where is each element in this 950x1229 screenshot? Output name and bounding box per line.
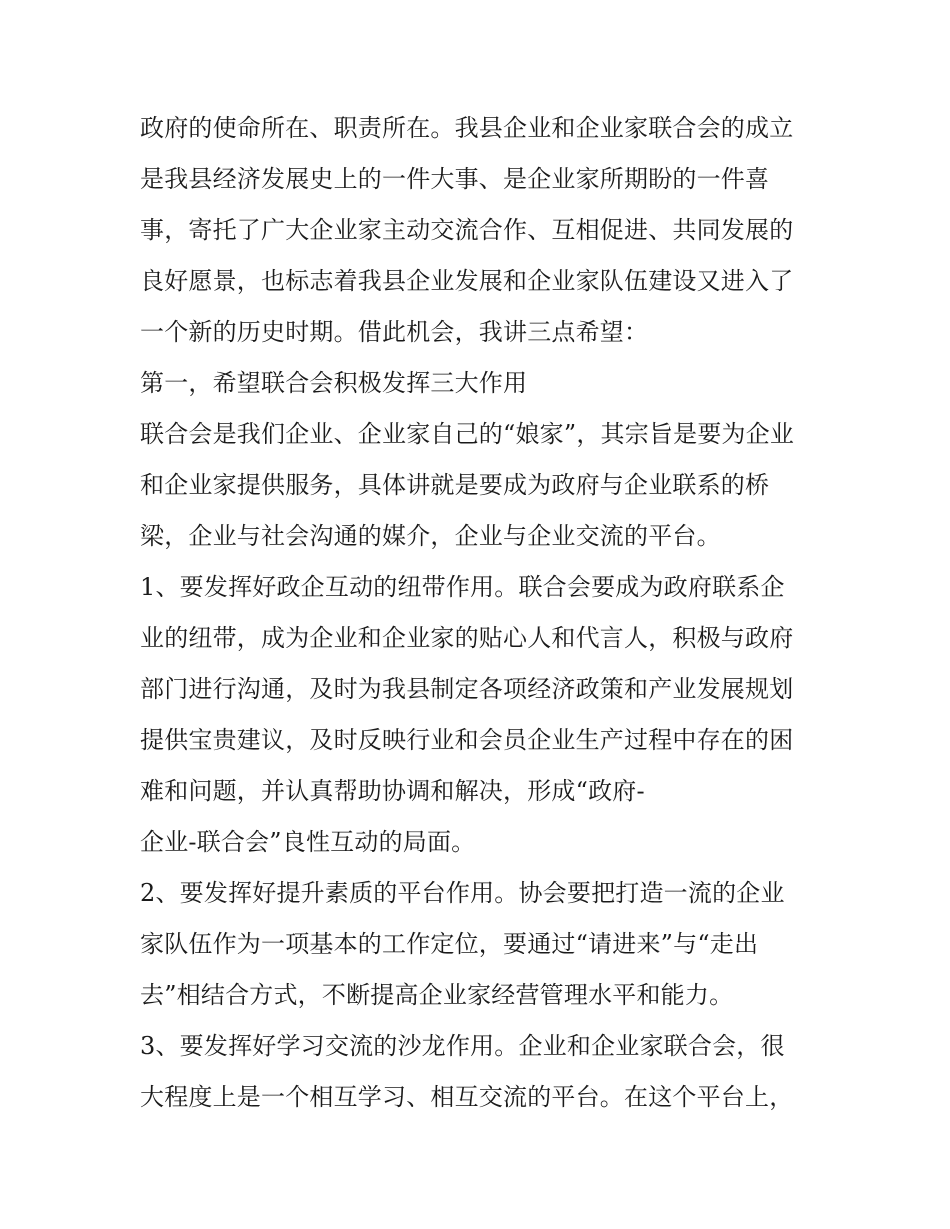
text-line: 梁，企业与社会沟通的媒介，企业与企业交流的平台。 xyxy=(140,522,721,550)
text-line: 部门进行沟通，及时为我县制定各项经济政策和产业发展规划 xyxy=(140,675,794,703)
text-line: 和企业家提供服务，具体讲就是要成为政府与企业联系的桥 xyxy=(140,471,770,499)
text-line: 家队伍作为一项基本的工作定位，要通过“请进来”与“走出 xyxy=(140,930,759,958)
text-line: 业的纽带，成为企业和企业家的贴心人和代言人，积极与政府 xyxy=(140,624,794,652)
list-item-1: 1、要发挥好政企互动的纽带作用。联合会要成为政府联系企 xyxy=(140,573,785,601)
text-line: 一个新的历史时期。借此机会，我讲三点希望： xyxy=(140,318,649,346)
text-line: 大程度上是一个相互学习、相互交流的平台。在这个平台上， xyxy=(140,1083,794,1111)
text-line: 联合会是我们企业、企业家自己的“娘家”，其宗旨是要为企业 xyxy=(140,420,795,448)
list-item-3: 3、要发挥好学习交流的沙龙作用。企业和企业家联合会，很 xyxy=(140,1032,785,1060)
list-item-2: 2、要发挥好提升素质的平台作用。协会要把打造一流的企业 xyxy=(140,879,785,907)
text-line: 政府的使命所在、职责所在。我县企业和企业家联合会的成立 xyxy=(140,114,794,142)
text-line: 事，寄托了广大企业家主动交流合作、互相促进、共同发展的 xyxy=(140,216,794,244)
text-line: 提供宝贵建议，及时反映行业和会员企业生产过程中存在的困 xyxy=(140,726,794,754)
text-line: 难和问题，并认真帮助协调和解决，形成“政府- xyxy=(140,777,645,805)
text-line: 企业-联合会”良性互动的局面。 xyxy=(140,828,476,856)
text-line: 去”相结合方式，不断提高企业家经营管理水平和能力。 xyxy=(140,981,734,1009)
text-line: 是我县经济发展史上的一件大事、是企业家所期盼的一件喜 xyxy=(140,165,770,193)
text-line: 良好愿景，也标志着我县企业发展和企业家队伍建设又进入了 xyxy=(140,267,794,295)
section-heading: 第一，希望联合会积极发挥三大作用 xyxy=(140,369,528,397)
body-text xyxy=(140,103,820,1123)
